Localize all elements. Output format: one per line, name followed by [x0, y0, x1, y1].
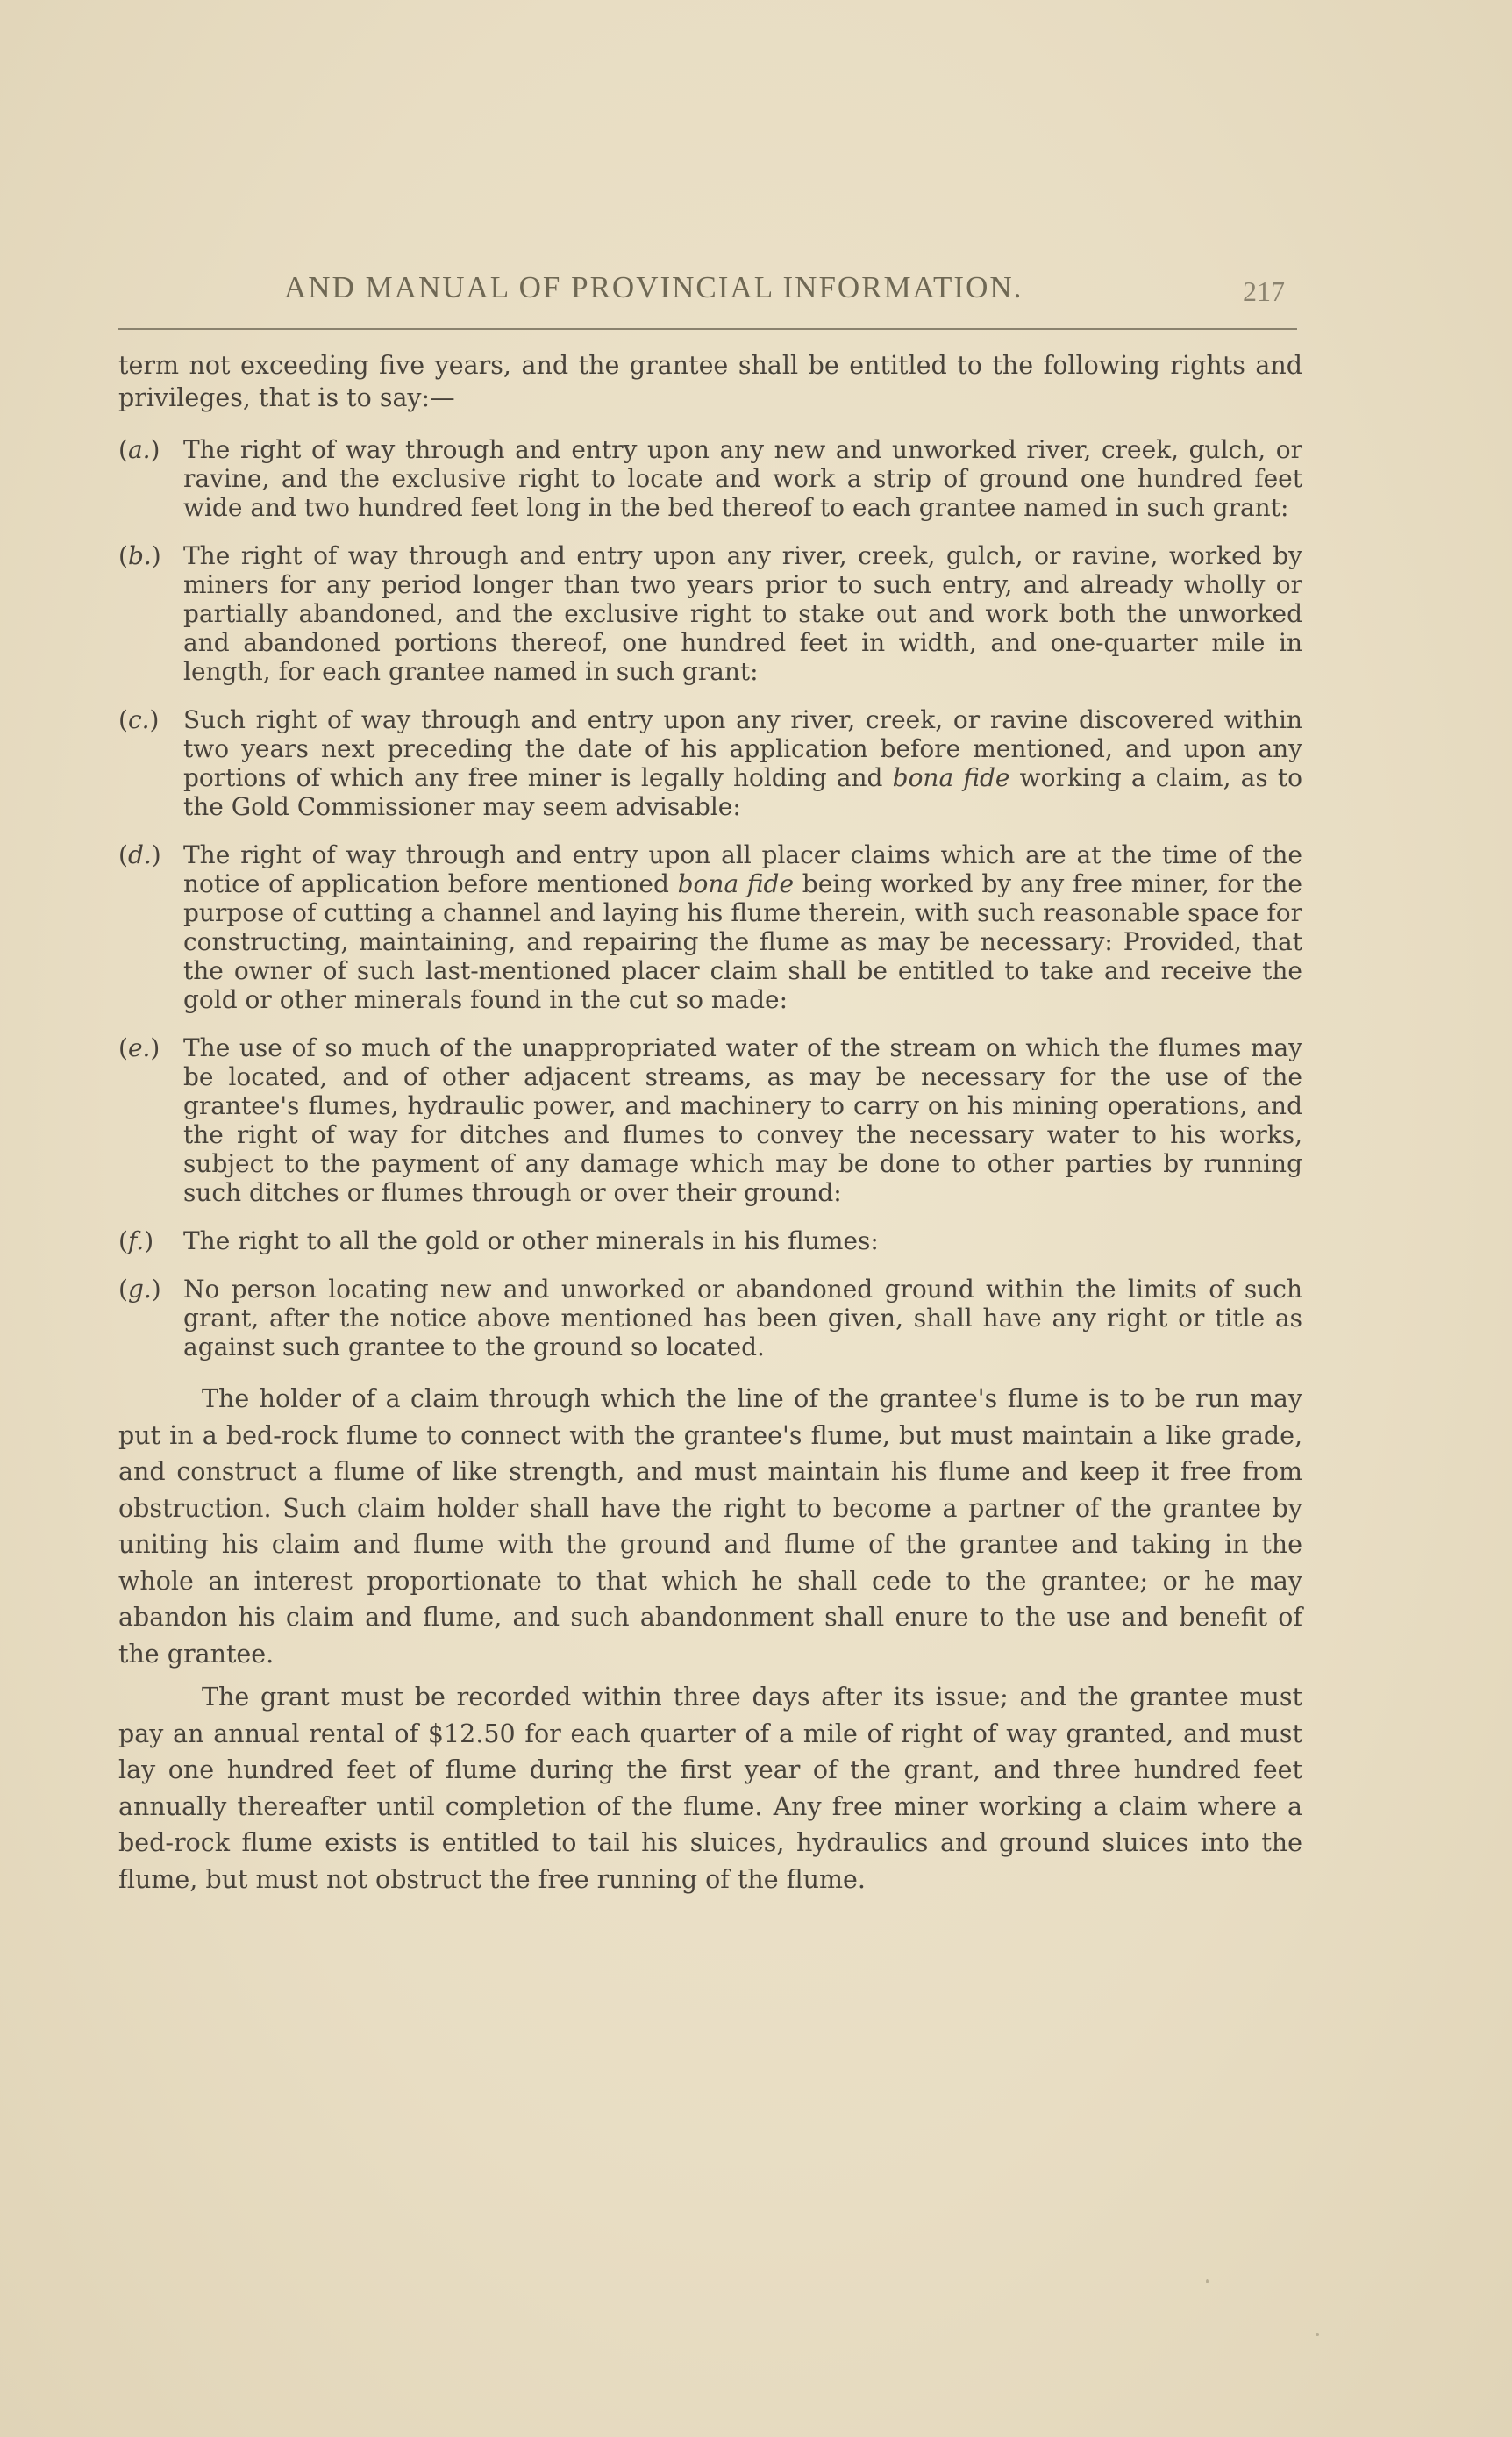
page-header — [118, 263, 1297, 330]
list-item-g — [118, 1275, 1302, 1361]
item-letter: (b.) — [118, 541, 161, 570]
item-letter: (g.) — [118, 1275, 161, 1304]
item-letter: (a.) — [118, 435, 160, 464]
page-number: 217 — [1243, 275, 1285, 307]
page-body — [118, 349, 1302, 1897]
item-letter: (e.) — [118, 1033, 160, 1062]
intro-paragraph: term not exceeding five years, and the grantee shall be entitled to the following rights and privileges, that is to say:— — [118, 351, 1302, 412]
item-letter: (f.) — [118, 1226, 154, 1255]
item-text: The right of way through and entry upon any new and unworked river, creek, gulch, or ravine, and the exclusive right to locate and work a strip of ground one hundred feet wide and two hundred feet long in the bed thereof to each grantee named in such grant: — [183, 435, 1302, 522]
item-letter: (c.) — [118, 705, 160, 734]
item-text: The right of way through and entry upon all placer claims which are at the time of the notice of application before mentioned bona fide being worked by any free miner, for the purpose of cutting a channel and laying his flume therein, with such reasonable space for constructing, maintaining, and repairing the flume as may be necessary: Provided, that the owner of such last-mentioned placer claim shall be entitled to take and receive the gold or other minerals found in the cut so made: — [183, 840, 1303, 1014]
list-item-b — [118, 541, 1302, 686]
body-paragraph: The holder of a claim through which the line of the grantee's flume is to be run may put in a bed-rock flume to connect with the grantee's flume, but must maintain a like grade, and construct a flume of like strength, and must maintain his flume and keep it free from obstruction. Such claim holder shall have the right to become a partner of the grantee by uniting his claim and flume with the ground and flume of the grantee and taking in the whole an interest proportionate to that which he shall cede to the grantee; or he may abandon his claim and flume, and such abandonment shall enure to the use and benefit of the grantee. — [118, 1384, 1302, 1669]
item-letter: (d.) — [118, 840, 161, 869]
list-item-e — [118, 1033, 1302, 1207]
list-item-a — [118, 435, 1302, 522]
list-item-f — [118, 1226, 1302, 1255]
item-text: The right of way through and entry upon any river, creek, gulch, or ravine, worked by miners for any period longer than two years prior to such entry, and already wholly or partially abandoned, and the exclusive right to stake out and work both the unworked and abandoned portions thereof, one hundred feet in width, and one-quarter mile in length, for each grantee named in such grant: — [183, 541, 1302, 686]
italic-phrase: bona fide — [892, 763, 1010, 792]
paper-speck — [1316, 2333, 1319, 2336]
list-item-d — [118, 840, 1302, 1014]
italic-phrase: bona fide — [677, 869, 795, 898]
running-head: AND MANUAL OF PROVINCIAL INFORMATION. — [284, 270, 1023, 304]
item-text: The right to all the gold or other minerals in his flumes: — [183, 1226, 879, 1255]
item-text: Such right of way through and entry upon any river, creek, or ravine discovered within two years next preceding the date of his application before mentioned, and upon any portions of which any free miner is legally holding and bona fide working a claim, as to the Gold Commissioner may seem advisable: — [183, 705, 1302, 821]
item-text: The use of so much of the unappropriated water of the stream on which the flumes may be located, and of other adjacent streams, as may be necessary for the use of the grantee's flumes, hydraulic power, and machinery to carry on his mining operations, and the right of way for ditches and flumes to convey the necessary water to his works, subject to the payment of any damage which may be done to other parties by running such ditches or flumes through or over their ground: — [183, 1033, 1302, 1207]
item-text: No person locating new and unworked or abandoned ground within the limits of such grant, after the notice above mentioned has been given, shall have any right or title as against such grantee to the ground so located. — [183, 1275, 1302, 1361]
paper-speck — [1206, 2279, 1209, 2283]
body-paragraph: The grant must be recorded within three days after its issue; and the grantee must pay an annual rental of $12.50 for each quarter of a mile of right of way granted, and must lay one hundred feet of flume during the first year of the grant, and three hundred feet annually thereafter until completion of the flume. Any free miner working a claim where a bed-rock flume exists is entitled to tail his sluices, hydraulics and ground sluices into the flume, but must not obstruct the free running of the flume. — [118, 1683, 1302, 1894]
list-item-c — [118, 705, 1302, 821]
